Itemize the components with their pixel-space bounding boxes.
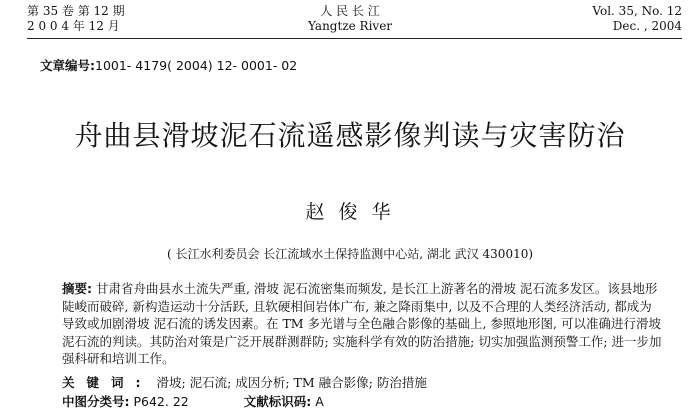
affiliation: ( 长江水利委员会 长江流域水土保持监测中心站, 湖北 武汉 430010) [166,247,534,261]
author-name: 赵 俊 华 [305,201,395,223]
keywords-label: 关键词: [62,375,153,390]
article-number [40,56,297,74]
header-divider [27,38,682,39]
journal-name-english: Yangtze River [307,19,393,33]
classification [62,392,324,410]
date-english-line: Dec. , 2004 [612,19,682,33]
abstract-label: 摘要: [62,281,92,296]
abstract [62,280,662,368]
keywords [62,373,427,391]
clc-value: P642. 22 [129,394,189,409]
journal-volume-english [592,4,682,34]
date-line: 2 0 0 4 年 12 月 [27,19,120,33]
volume-english-line: Vol. 35, No. 12 [592,4,682,18]
article-number-value: 1001- 4179( 2004) 12- 0001- 02 [95,58,298,73]
clc-label: 中图分类号: [62,394,130,409]
paper-title: 舟曲县滑坡泥石流遥感影像判读与灾害防治 [74,119,626,152]
article-number-label: 文章编号: [40,58,95,73]
journal-name-chinese: 人 民 长 江 [320,4,380,18]
volume-issue-line: 第 35 卷 第 12 期 [27,4,125,18]
doc-code-value: A [311,394,324,409]
doc-code-label: 文献标识码: [243,394,312,409]
keywords-text: 滑坡; 泥石流; 成因分析; TM 融合影像; 防治措施 [152,375,427,390]
abstract-text: 甘肃省舟曲县水土流失严重, 滑坡 泥石流密集而频发, 是长江上游著名的滑坡 泥石流多发区。该县地形陡峻而破碎, 新构造运动十分活跃, 且软硬相间岩体广布, 兼之降雨集中, 以及不合理的人类经济活动, 都成为导致或加剧滑坡 泥石流的诱发因素。在 TM 多光谱与全色融合影像的基础上, 参照地形图, 可以准确进行滑坡 泥石流的判读。其防治对策是广泛开展群测群防; 实施科学有效的防治措施; 切实加强监测预警工作; 进一步加强科研和培训工作。 [62,281,662,366]
